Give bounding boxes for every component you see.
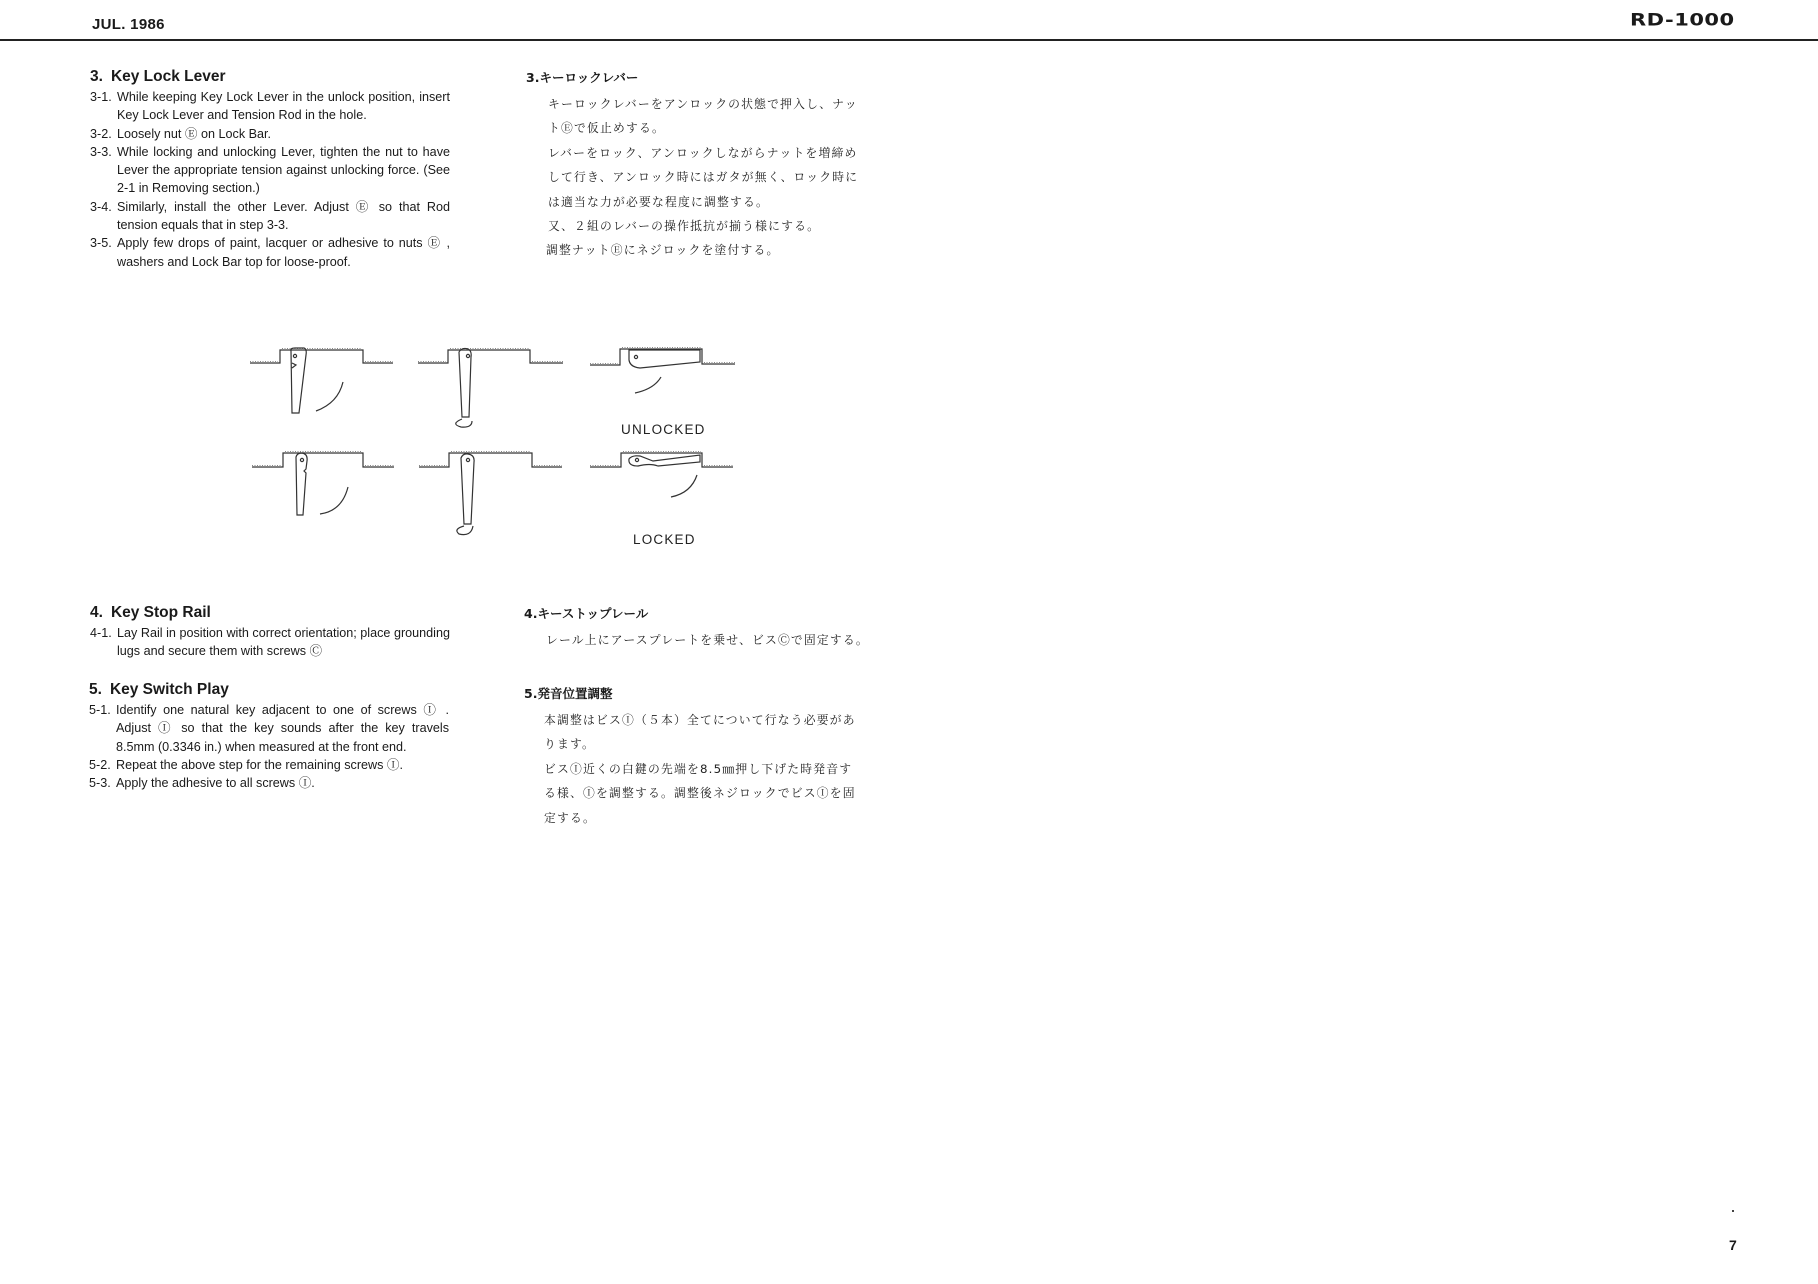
step-item: 4-1. Lay Rail in position with correct orientation; place grounding lugs and secure them with screws Ⓒ bbox=[90, 626, 450, 659]
text-line: トⒺで仮止めする。 bbox=[548, 121, 665, 136]
step-item: 5-1. Identify one natural key adjacent to one of screws Ⓘ . Adjust Ⓘ so that the key sounds after the key travels 8.5mm (0.3346 in.) when measured at the front end. bbox=[89, 703, 449, 754]
text-line: 本調整はビスⒾ（５本）全てについて行なう必要があ bbox=[544, 713, 856, 727]
text-line: ります。 bbox=[544, 737, 596, 752]
text-line: キーロックレバーをアンロックの状態で押入し、ナッ bbox=[548, 97, 858, 111]
text-line: 定する。 bbox=[544, 810, 596, 825]
unlocked-row bbox=[250, 348, 735, 427]
text-line: は適当な力が必要な程度に調整する。 bbox=[548, 194, 769, 209]
text-line: レール上にアースプレートを乗せ、ビスⒸで固定する。 bbox=[546, 633, 869, 647]
unlocked-label: UNLOCKED bbox=[621, 422, 706, 437]
text-line: る様、Ⓘを調整する。調整後ネジロックでビスⒾを固 bbox=[544, 786, 856, 801]
locked-label: LOCKED bbox=[633, 532, 696, 547]
text-line: レバーをロック、アンロックしながらナットを増締め bbox=[548, 145, 858, 160]
step-item: 3-2. Loosely nut Ⓔ on Lock Bar. bbox=[90, 126, 272, 141]
key-lock-lever-diagram bbox=[240, 335, 750, 560]
en-section-key-lock-lever bbox=[90, 68, 450, 271]
header-date: JUL. 1986 bbox=[92, 16, 165, 33]
jp-section-key-switch-play bbox=[524, 684, 904, 830]
step-item: 5-3. Apply the adhesive to all screws Ⓘ. bbox=[89, 776, 315, 791]
step-item: 3-5. Apply few drops of paint, lacquer or adhesive to nuts Ⓔ , washers and Lock Bar top for loose-proof. bbox=[90, 236, 450, 269]
text-line: 調整ナットⒺにネジロックを塗付する。 bbox=[546, 243, 780, 258]
step-item: 3-3. While locking and unlocking Lever, tighten the nut to have Lever the appropriate tension against unlocking force. (See 2-1 in Removing section.) bbox=[90, 144, 450, 196]
text-line: ビスⒾ近くの白鍵の先端を8.5㎜押し下げた時発音す bbox=[544, 761, 853, 776]
scan-speck bbox=[1732, 1210, 1734, 1212]
text-line: 又、２組のレバーの操作抵抗が揃う様にする。 bbox=[548, 219, 821, 234]
jp-section-key-stop-rail bbox=[524, 604, 904, 652]
text-line: して行き、アンロック時にはガタが無く、ロック時に bbox=[548, 170, 859, 185]
lever-illustration-icon bbox=[240, 335, 750, 560]
step-item: 3-1. While keeping Key Lock Lever in the unlock position, insert Key Lock Lever and Tension Rod in the hole. bbox=[90, 90, 450, 123]
section-heading: 3. Key Lock Lever bbox=[90, 68, 226, 85]
locked-row bbox=[252, 452, 733, 535]
step-item: 3-4. Similarly, install the other Lever. Adjust Ⓔ so that Rod tension equals that in step 3-3. bbox=[90, 199, 450, 233]
model-logo: RD-1000 bbox=[1630, 10, 1735, 30]
en-section-key-switch-play bbox=[89, 681, 449, 792]
section-heading: 4. Key Stop Rail bbox=[90, 604, 211, 621]
step-item: 5-2. Repeat the above step for the remaining screws Ⓘ. bbox=[89, 757, 404, 772]
section-heading: 5. Key Switch Play bbox=[89, 681, 229, 698]
section-heading: 3.キーロックレバー bbox=[526, 70, 639, 85]
page-number: 7 bbox=[1729, 1237, 1737, 1253]
header-rule bbox=[0, 39, 1818, 41]
en-section-key-stop-rail bbox=[90, 604, 450, 661]
section-heading: 5.発音位置調整 bbox=[524, 686, 613, 701]
section-heading: 4.キーストップレール bbox=[524, 606, 649, 621]
jp-section-key-lock-lever bbox=[526, 68, 906, 263]
